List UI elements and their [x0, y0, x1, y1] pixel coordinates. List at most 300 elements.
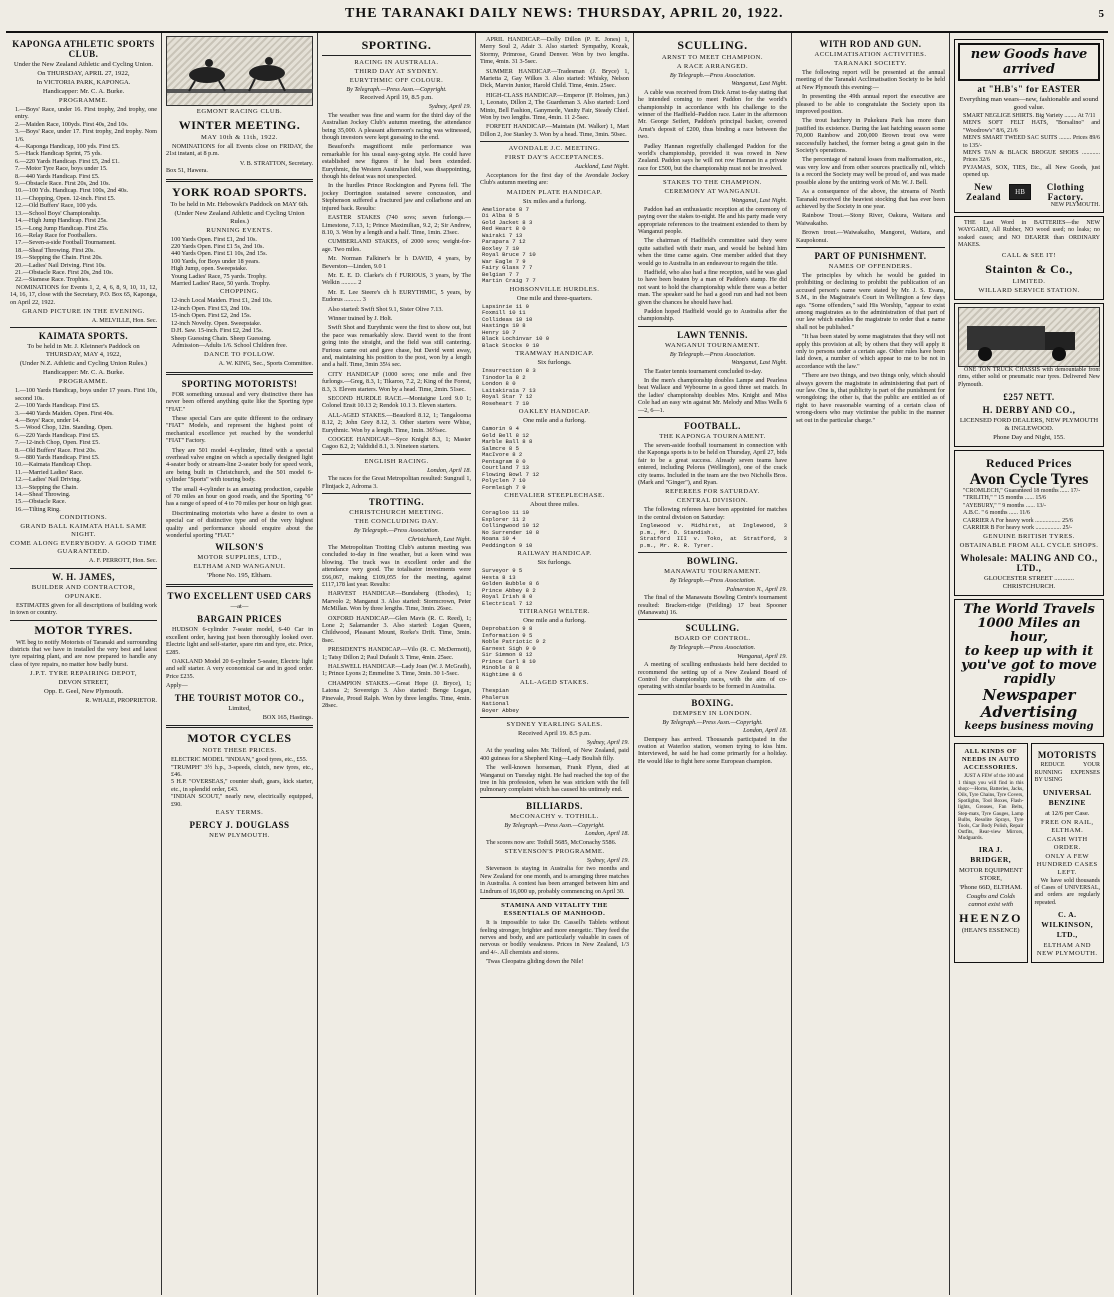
programme-event: 7.—12-inch Chop, Open. First £5.: [15, 439, 100, 447]
kaponga-affil: Under the New Zealand Athletic and Cycling Union.: [13, 61, 154, 68]
usedcars-box: BOX 165, Hastings.: [262, 713, 313, 721]
divider: [638, 175, 787, 176]
programme-event: 22.—Siamese Race. Trophies.: [15, 276, 90, 284]
york-affil: (Under New Zealand Athletic and Cycling Union Rules.): [174, 209, 305, 225]
divider: [480, 797, 629, 798]
motorists-title: SPORTING MOTORISTS!: [181, 378, 298, 389]
billiards-sub: McCONACHY v. TOTHILL.: [510, 812, 599, 820]
referees-heading: REFEREES FOR SATURDAY.: [665, 488, 760, 496]
oakley-acceptances: Camorin 9 4 Gold Bell 8 12 Marble Ball 8 8 Salmcre 8 5 MacIvore 8 2 Pentagram 8 0 Courtland 7 13 Flowing Bowl 7 12 Polyclen 7 10 Formleigh 7 9: [482, 425, 540, 491]
kaponga-programme-label: PROGRAMME.: [58, 97, 109, 104]
cycles-title: MOTOR CYCLES: [187, 731, 292, 746]
hbs-right: Clothing Factory.: [1046, 181, 1085, 202]
programme-event: 12.—Ladies' Nail Driving.: [15, 476, 82, 484]
avon-street: GLOUCESTER STREET ............ CHRISTCHURCH.: [984, 575, 1074, 591]
kaponga-date: On THURSDAY, APRIL 27, 1922,: [37, 70, 130, 77]
hurdles-heading: HOBSONVILLE HURDLES.: [509, 285, 600, 293]
article-paragraph: In presenting the 49th annual report the executive are pleased to be able to congratulate the Society upon its improved position.: [796, 93, 945, 116]
article-paragraph: HARVEST HANDICAP.—Bundaberg (Ehodes), 1; Marvolo 2; Manganui 3. Also started: Stormcrown, Peter McMillan. Won by three lengths. Time, 3min. 26sec.: [322, 590, 471, 613]
running-event: 100 Yards, for Boys under 18 years.: [171, 257, 260, 265]
article-paragraph: Mr. E. Lee Steere's ch h EURYTHMIC, 5 years, by Eudorus ........... 3: [322, 288, 471, 304]
kaimata-come-along: COME ALONG EVERYBODY. A GOOD TIME GUARANTEED.: [10, 540, 157, 556]
usedcars-limited: Limited,: [228, 704, 251, 712]
masthead: [6, 4, 1108, 33]
article-paragraph: Brown trout.—Waiwakaiho, Mangorei, Waitara, and Kaupokonui.: [796, 229, 945, 244]
article-paragraph: FORFEIT HANDICAP.—Maintain (M. Walker) 1, Mart Dillon 2, Joe Stanley 3. Won by a head. Time, 3min. 50sec.: [480, 123, 629, 138]
credit-line: By Telegraph.—Press Association.: [669, 72, 756, 79]
tyres-title: MOTOR TYRES.: [34, 622, 133, 637]
world-line2: 1000 Miles an hour,: [977, 616, 1081, 646]
stainton-ad: [954, 216, 1104, 300]
usedcars-company: THE TOURIST MOTOR CO.,: [174, 692, 305, 703]
maiden-heading: MAIDEN PLATE HANDICAP.: [506, 188, 603, 196]
programme-event: 3.—Boys' Race, under 17. First trophy, 2nd trophy. Nom 1/6.: [15, 128, 157, 143]
programme-event: 2.—100 Yards Handicap. First £5.: [15, 402, 100, 410]
tramway-acceptances: Insurrection 8 3 Tinodorla 8 2 London 8 0 Laitakiraia 7 13 Royal Star 7 12 Roseheart 7 10: [482, 367, 536, 407]
running-event: Married Ladies' Race, 50 yards. Trophy.: [171, 280, 271, 288]
divider: [10, 327, 157, 328]
avon-reduced: Reduced Prices: [986, 455, 1072, 470]
divider: [322, 493, 471, 494]
article-paragraph: It is impossible to take Dr. Cassell's Tablets without feeling stronger, brighter and more energetic. They feed the nerves and body, and are particularly valuable in cases of nervous or bodily weakness. Prices in New Zealand, 1/3 and 4/-. All chemists and stores.: [480, 919, 629, 956]
article-paragraph: The well-known horseman, Frank Flynn, died at Wanganui on Tuesday night. He had reached the top of the tree in his profession, when he was stricken with the fell pulmonary complaint which has caused his untimely end.: [480, 764, 629, 794]
sporting-heading: SPORTING.: [361, 38, 432, 52]
james-place: OPUNAKE.: [64, 592, 103, 600]
bowling-sub: MANAWATU TOURNAMENT.: [664, 568, 761, 576]
hbs-ad: [954, 39, 1104, 213]
divider: [166, 725, 313, 728]
stevenson-heading: STEVENSON'S PROGRAMME.: [504, 848, 605, 856]
york-title: YORK ROAD SPORTS.: [171, 184, 308, 199]
trotting-heading: TROTTING.: [368, 497, 425, 508]
programme-event: 8.—440 Yards Handicap. First £5.: [15, 172, 100, 180]
maiden-acceptances: Ameliorate 8 7 Di Alba 8 5 Gold Jacket 8 3 Red Heart 8 0 Wairaki 7 13 Parapara 7 12 Boxley 7 10 Royal Bruce 7 10 War Eagle 7 9 Fairy Glass 7 7 Belgian 7 7 Martin Craig 7 7: [482, 205, 536, 284]
bridger-title: ALL KINDS OF NEEDS IN AUTO ACCESSORIES.: [961, 748, 1020, 772]
cycles-note: NOTE THESE PRICES.: [202, 747, 277, 755]
programme-event: 18.—Sheaf Throwing. First 20s.: [15, 246, 95, 254]
boxing-heading: BOXING.: [691, 697, 734, 708]
programme-event: 16.—Relay Race for Footballers.: [15, 231, 97, 239]
programme-event: 8.—Old Buffers' Race. First 20s.: [15, 446, 97, 454]
avon-price-row: "CROMLECH," Guaranteed 18 months ...... 17/-: [963, 487, 1081, 494]
egmont-dates: MAY 10th & 11th, 1922.: [201, 134, 278, 141]
column-5: [634, 33, 792, 1295]
kaimata-programme-label: PROGRAMME.: [58, 378, 109, 386]
york-dance: DANCE TO FOLLOW.: [203, 351, 276, 359]
kaimata-handicapper: Handicapper: Mr. C. A. Burke.: [42, 369, 125, 377]
avon-price-row: "AYEBURY," " 9 months ...... 13/-: [963, 502, 1047, 509]
accl-heading: ACCLIMATISATION ACTIVITIES.: [814, 51, 927, 58]
bridger-sub: MOTOR EQUIPMENT STORE,: [959, 866, 1023, 882]
avon-ad: [954, 450, 1104, 596]
divider: [480, 141, 629, 142]
dateline: London, April 18.: [585, 830, 629, 838]
egmont-club: EGMONT RACING CLUB.: [196, 108, 283, 115]
programme-event: 5.—Wood Chop, 12in. Standing. Open.: [15, 424, 113, 432]
tyres-street: DEVON STREET,: [58, 679, 109, 687]
programme-event: 4.—Kaponga Handicap, 100 yds. First £5.: [15, 143, 120, 151]
programme-event: 20.—Ladies' Nail Driving. First 10s.: [15, 261, 106, 269]
wilkinson-product: UNIVERSAL BENZINE: [1042, 787, 1092, 807]
article-paragraph: Swift Shot and Eurythmic were the first to show out, but the pace was remarkably slow. David went to the front going into the straight, and the field was still cantering. Furious came out and gave chase, but David went away, and, maintaining his position to the post, won by a length and a half. Time, 3min 35¼ sec.: [322, 324, 471, 369]
article-paragraph: PRESIDENT'S HANDICAP.—Vilo (R. C. McDermott), 1; Tatsy Dillon 2; Paul Dufault 3. Time, 4min. 25sec.: [322, 646, 471, 661]
kaponga-event-list: [10, 106, 157, 284]
article-paragraph: At the yearling sales Mr. Telford, of New Zealand, paid 400 guineas for a Shepherd King—Lady Boulish filly.: [480, 747, 629, 762]
referees-list: Inglewood v. Midhirst, at Inglewood, 3 p.m., Mr. D. Standish. Stratford III v. Toko, at Stratford, 3 p.m., Mr. R. R. Tyrer.: [640, 522, 787, 549]
hbs-item: MEN'S SMART TWEED SAC SUITS ........ Prices 89/6 to 135/-: [963, 135, 1100, 149]
derby-name: H. DERBY AND CO.,: [982, 404, 1076, 415]
steeple-heading: CHEVALIER STEEPLECHASE.: [504, 492, 605, 499]
heenzo-name: HEENZO: [959, 910, 1023, 925]
motorists-p3: They are 501 model 4-cylinder, fitted with a special overhead valve engine on which a specially designed light 4-seater body or stream-line 2-seater body for speed work, are being built in Christchurch, and the 501 model 6-cylinder "Sports" with touring body.: [166, 446, 313, 484]
truck-illustration: [958, 307, 1100, 367]
credit-line: By Telegraph.—Press Assn.—Copyright.: [346, 86, 447, 93]
divider: [322, 55, 471, 56]
programme-event: 6.—220 Yards Handicap. First £5.: [15, 431, 100, 439]
divider: [638, 417, 787, 418]
divider: [322, 454, 471, 455]
running-event: Young Ladies' Race, 75 yards. Trophy.: [171, 272, 267, 280]
tyres-depot: J.P.T. TYRE REPAIRING DEPOT,: [30, 670, 137, 678]
stamina-heading: STAMINA AND VITALITY THE ESSENTIALS OF MANHOOD.: [501, 902, 608, 918]
article-paragraph: In the hurdles Prince Rockington and Pyrens fell. The jockey Dorrington sustained severe concussion, and Stephenson suffered a fractured jaw and collarbone and an injured back. Results:: [322, 182, 471, 212]
wilkinson-only: ONLY A FEW HUNDRED CASES LEFT.: [1036, 852, 1098, 876]
egmont-signed: V. B. STRATTON, Secretary.: [239, 159, 313, 167]
hbs-headline: new Goods have arrived: [958, 43, 1100, 81]
james-body: ESTIMATES given for all descriptions of building work in town or country.: [10, 601, 157, 617]
chopping-event: 12-inch Open. First £3, 2nd 10s.: [171, 304, 252, 312]
article-paragraph: CUMBERLAND STAKES, of 2000 sovs; weight-for-age. Two miles.: [322, 238, 471, 253]
york-intro: To be held in Mr. Hebowski's Paddock on MAY 6th.: [170, 200, 309, 208]
dateline: Wanganui, Last Night.: [731, 80, 787, 88]
programme-event: 2.—Maiden Race, 100yds. First 40s, 2nd 10s.: [15, 120, 129, 128]
stakes-heading: STAKES TO THE CHAMPION.: [663, 179, 762, 187]
running-event: 220 Yards Open. First £1 5s, 2nd 10s.: [171, 243, 264, 251]
motorists-p2: These special Cars are quite different to the ordinary "FIAT" Models, and represent the highest point of mechanical excellence yet reached by the wonderful "FIAT" Factory.: [166, 414, 313, 445]
running-event: 100 Yards Open. First £1, 2nd 10s.: [171, 235, 257, 243]
dateline: Palmerston N., April 19.: [726, 585, 787, 593]
programme-event: 4.—Boys' Race, under 14.: [15, 417, 81, 424]
welter-sub: One mile and a furlong.: [523, 617, 586, 624]
rodgun-heading: WITH ROD AND GUN.: [819, 39, 922, 49]
divider: [638, 326, 787, 327]
world-travels-ad: [954, 599, 1104, 737]
dateline: London, April 18.: [743, 727, 787, 735]
hbs-logo-icon: HB: [1009, 184, 1031, 200]
credit-line: By Telegraph.—Press Association.: [669, 644, 756, 652]
credit-line: By Telegraph.—Press Assn.—Copyright.: [504, 821, 605, 829]
hbs-sub: Everything man wears—new, fashionable and sound good value.: [959, 96, 1099, 111]
divider: [10, 568, 157, 569]
kaimata-grand-ball: GRAND BALL KAIMATA HALL SAME NIGHT.: [20, 523, 147, 539]
divider: [166, 372, 313, 375]
hurdles-sub: One mile and three-quarters.: [516, 294, 593, 302]
hbs-item: MEN'S TAN & BLACK BROGUE SHOES ............ Prices 32/6: [963, 150, 1100, 164]
programme-event: 14.—Sheaf Throwing.: [15, 491, 71, 499]
article-paragraph: The races for the Great Metropolitan resulted: Sungrail 1, Flintjack 2, Adroma 3.: [322, 475, 471, 490]
james-trade: BUILDER AND CONTRACTOR,: [31, 583, 136, 591]
hbs-at: at "H.B's" for EASTER: [977, 84, 1081, 94]
avon-title: Avon Cycle Tyres: [969, 470, 1089, 488]
james-name: W. H. JAMES,: [52, 571, 115, 582]
article-paragraph: CITY HANDICAP (1000 sovs; one mile and five furlongs.—Greg, 8.3, 1; Tikaroo, 7.2, 2; King of the Forest, 8.3, 3. Eleven starters. Won by a head. Time, 2min. 51sec.: [322, 370, 471, 393]
credit-line: By Telegraph.—Press Assn.—Copyright.: [662, 718, 763, 726]
divider: [10, 620, 157, 621]
article-paragraph: In the men's championship doubles Lampe and Pearless beat Wallace and Wybourne in a good three set match. In the ladies' championship doubles Mrs. Knight and Miss Cole had an easy win against Mr. Melody and Miss Wells 6—2, 6—1.: [638, 377, 787, 414]
article-paragraph: HALSWELL HANDICAP.—Lady Joan (W. J. McGrath), 1; Prince Lyons 2; Emmeline 3. Time, 3min. 30 1-5sec.: [322, 663, 471, 678]
wilkinson-name: C. A. WILKINSON, LTD.,: [1041, 910, 1094, 940]
kaponga-venue: In VICTORIA PARK, KAPONGA.: [36, 79, 131, 86]
boxing-sub: DEMPSEY IN LONDON.: [672, 709, 753, 717]
dateline: Wanganui, Last Night.: [731, 197, 787, 205]
welter-acceptances: Deprobation 9 8 Information 9 5 Noble Patriotic 9 2 Earnest Sigh 9 0 Sir Simmon 8 12 Prince Carl 8 10 Minoble 8 8 Nightime 8 6: [482, 625, 546, 678]
column-6: [792, 33, 950, 1295]
running-event: 440 Yards Open. First £1 10s, 2nd 15s.: [171, 250, 268, 258]
cycles-terms: EASY TERMS.: [215, 808, 264, 816]
wilsons-phone: 'Phone No. 195, Eltham.: [207, 572, 272, 580]
kaponga-signed: A. MELVILLE, Hon. Sec.: [91, 316, 157, 324]
article-paragraph: The scores now are: Tothill 5685, McConachy 5586.: [486, 838, 617, 846]
programme-event: 14.—High Jump Handicap. First 25s.: [15, 217, 108, 225]
avon-obtain: OBTAINABLE FROM ALL CYCLE SHOPS.: [959, 542, 1099, 550]
column-1: [6, 33, 162, 1295]
article-paragraph: CHAMPION STAKES.—Great Hope (J. Bryce), 1; Latona 2; Sovereign 3. Also started: Benge Logan, Pinevale, Proud Ralph. Won by three lengths. Time, 4min. 28sec.: [322, 679, 471, 710]
article-paragraph: The final of the Manawatu Bowling Centre's tournament resulted: Bracken-ridge (Feilding) 17 beat Spooner (Manawatu) 16.: [638, 594, 787, 616]
christchurch-heading: CHRISTCHURCH MEETING.: [349, 509, 444, 517]
avon-genuine: GENUINE BRITISH TYRES.: [983, 533, 1075, 541]
cycle-item: 5 H.P. "OVERSEAS," counter shaft, gears, kick starter, etc., in splendid order, £43.: [171, 778, 313, 793]
world-line5: rapidly: [1003, 672, 1055, 688]
divider: [480, 898, 629, 899]
hbs-item: SMART NEGLIGE SHIRTS. Big Variety ........ At 7/11: [963, 113, 1096, 119]
usedcars-apply: Apply—: [166, 682, 188, 690]
article-paragraph: The seven-aside football tournament in connection with the Kaponga sports is to be held on Thursday, April 27, bids fair to be a great success. Already seven teams have entered, including Pelorus (Wellington), one of the crack city teams. Included in the team are the two Nicholls Bros. (Mark and "Ginger"), and Ryan.: [638, 442, 787, 487]
article-paragraph: EASTER STAKES (740 sovs; seven furlongs.—Limestone, 7.13, 1; Prince Maximilian, 9.2, 2; Sir Andrew, 8.10, 3. Won by a length and a half. Time, 1min. 23sec.: [322, 214, 471, 236]
programme-event: 10.—Kaimata Handicap Chop.: [15, 461, 92, 469]
steeple-acceptances: Coragloo 11 10 Explorer 11 2 Collingwood 10 12 No Surrender 10 8 Noana 10 4 Peddington 9 10: [482, 509, 540, 549]
tyres-sign: R. WHALE, PROPRIETOR.: [85, 697, 157, 705]
derby-sub: LICENSED FORD DEALERS, NEW PLYMOUTH & INGLEWOOD.: [959, 416, 1099, 432]
wilkinson-free: FREE ON RAIL, ELTHAM.: [1041, 818, 1094, 834]
society-heading: TARANAKI SOCIETY.: [834, 60, 907, 67]
derby-price: £257 NETT.: [1003, 391, 1055, 402]
article-paragraph: A cable was received from Dick Arnst to-day stating that he intended coming to meet Paddon for the world's championship in accordance with his challenge to the winner of the Hadfield–Paddon race. Later in the afternoon Mr. George Seifert, Paddon's principal backer, covered Arnst's deposit of £200, thus binding a race between the two.: [638, 88, 787, 141]
divider: [638, 619, 787, 620]
sculling-heading: SCULLING.: [677, 38, 748, 52]
arnst-heading: ARNST TO MEET CHAMPION.: [661, 54, 764, 61]
article-paragraph: As a consequence of the above, the streams of North Taranaki received the heaviest stocking that has ever been achieved by the Society in one year.: [796, 188, 945, 210]
tennis-heading: LAWN TENNIS.: [677, 329, 748, 340]
programme-event: 11.—Married Ladies' Race.: [15, 468, 84, 476]
motorists-p1: FOR something unusual and very distinctive there has never been offered anything quite like the Sporting type "FIAT.": [166, 390, 313, 413]
tennis-sub: WANGANUI TOURNAMENT.: [665, 341, 760, 349]
page-number: 5: [1098, 8, 1104, 20]
stainton-place: WILLARD SERVICE STATION.: [978, 286, 1080, 294]
dateline: Sydney, April 19.: [428, 103, 471, 111]
tramway-sub: Six furlongs.: [537, 359, 572, 366]
egmont-body: NOMINATIONS for all Events close on FRIDAY, the 21st instant, at 8 p.m.: [166, 143, 313, 158]
kaponga-handicapper: Handicapper: Mr. C. A. Burke.: [42, 88, 125, 95]
programme-event: 13.—School Boys' Championship.: [15, 209, 101, 217]
programme-event: 17.—Seven-a-side Football Tournament.: [15, 239, 116, 247]
chopping-event: 15-inch Open. First £2, 2nd 15s.: [171, 312, 252, 320]
article-paragraph: "There are two things, and two things only, which should always govern the magistrate in administering that part of our law. One is, that publicity is part of the punishment for wrongdoing; the other is, that the public are entitled as of right to have reasonable warning of a certain class of wrong-doers who may victimise the public in the manner set out in the particular charge.": [796, 372, 945, 424]
egmont-meeting: WINTER MEETING.: [178, 118, 301, 132]
kaimata-event-list: [10, 387, 157, 513]
article-paragraph: 'Twas Cleopatra gliding down the Nile!: [486, 958, 584, 966]
article-paragraph: The following report will be presented at the annual meeting of the Taranaki Acclimatisation Society to be held at New Plymouth this evening:—: [796, 69, 945, 91]
york-chopping-list: [166, 297, 313, 341]
steeple-sub: About three miles.: [530, 501, 579, 508]
referees-sub: CENTRAL DIVISION.: [676, 497, 749, 505]
dateline: London, April 18.: [427, 466, 471, 474]
article-paragraph: A meeting of sculling enthusiasts held here decided to recommend the setting up of a New Zealand Board of Control for championship races, with the aim of co-operating with similar boards to be formed in Australia.: [638, 661, 787, 691]
article-paragraph: Hadfield, who also had a fine reception, said he was glad to have been beaten by a man of Paddon's stamp. He did not want to hold the championship while there was a better man. The speaker said he had a good run and had not been given the chances he should have had.: [638, 268, 787, 306]
hbs-left: New Zealand: [966, 181, 1002, 202]
board-heading: BOARD OF CONTROL.: [674, 635, 751, 643]
cycle-item: "INDIAN SCOUT," nearly new, electrically equipped, £90.: [171, 793, 313, 808]
article-paragraph: HIGH-CLASS HANDICAP.—Emperor (F. Holmes, jun.) 1, Leonato, Dillon 2, The Guardsman 3. Also started: Lord Minto, Bell Fashion, Ganymede, Vanity Fair, Steady Chief. Won by two lengths. Time, 4min. 11 2-5sec.: [480, 91, 629, 122]
article-paragraph: The Easter tennis tournament concluded to-day.: [644, 367, 763, 375]
article-paragraph: Rainbow Trout.—Stony River, Oakura, Waitara and Waiwakaiho.: [796, 212, 945, 227]
divider: [166, 179, 313, 182]
wilkinson-sold: We have sold thousands of Cases of UNIVERSAL, and orders are regularly repeated.: [1034, 877, 1100, 906]
cycle-item: ELECTRIC MODEL "INDIAN," good tyres, etc., £55.: [171, 756, 308, 764]
kaimata-conditions-label: CONDITIONS.: [59, 514, 108, 522]
usedcars-title: TWO EXCELLENT USED CARS: [167, 591, 312, 602]
heenzo-sub: (HEAN'S ESSENCE): [961, 926, 1020, 934]
oakley-sub: One mile and a furlong.: [523, 417, 586, 424]
article-paragraph: Mr. E. E. D. Clarke's ch f FURIOUS, 3 years, by The Welkin .......... 2: [322, 271, 471, 287]
horse-race-icon: [167, 37, 313, 105]
hurdles-acceptances: Lapsinrie 11 0 Foxmill 10 11 Collideas 10 10 Hastings 10 8 Henry 10 7 Black Lochinvar 10 0 Black Stocks 9 10: [482, 302, 550, 349]
column-3: [318, 33, 476, 1295]
kaimata-title: KAIMATA SPORTS.: [38, 331, 129, 342]
bowling-heading: BOWLING.: [686, 556, 739, 567]
railway-heading: RAILWAY HANDICAP.: [517, 550, 592, 557]
cycles-dealer: PERCY J. DOUGLASS: [189, 819, 290, 830]
article-paragraph: Acceptances for the first day of the Avondale Jockey Club's autumn meeting are:: [480, 171, 629, 187]
english-racing-heading: ENGLISH RACING.: [364, 457, 429, 465]
programme-event: 15.—Long Jump Handicap. First 25s.: [15, 224, 109, 232]
columns: [6, 33, 1108, 1295]
article-paragraph: The trout hatchery in Pukekura Park has more than justified its existence. During the last hatching season some 70,000 Rainbow and 200,000 Brown trout ova were successfully hatched, the former being a great gain in the Society's operations.: [796, 117, 945, 155]
wilkinson-cash: CASH WITH ORDER.: [1046, 835, 1088, 851]
article-paragraph: The Metropolitan Trotting Club's autumn meeting was concluded to-day in fine weather, but a keen wind was blowing. The track was in excellent order and the attendance very good. The totalisator investments were £66,067, making £109,055 for the meeting, against £117,178 last year. Results:: [322, 543, 471, 588]
wilkinson-title: MOTORISTS: [1037, 750, 1097, 761]
cycles-place: NEW PLYMOUTH.: [209, 831, 270, 839]
avondale-heading: AVONDALE J.C. MEETING.: [508, 145, 601, 153]
dateline: Wanganui, April 19.: [737, 652, 787, 660]
article-paragraph: Winner trained by J. Holt.: [328, 314, 393, 322]
allaged-acceptances: Thespian Phalerus National Boyer Abbey: [482, 687, 519, 714]
wilkinson-price: at 12/6 per Case.: [1045, 809, 1090, 817]
article-paragraph: OXFORD HANDICAP.—Glen Mavis (R. C. Reed), 1; Lone 2; Salamander 3. Also started: Logan Queen, Childwood, Pleasant Mount, Rorke's Drift. Time, 3min. 8sec.: [322, 614, 471, 644]
credit-line: By Telegraph.—Press Association.: [669, 350, 756, 358]
divider: [166, 584, 313, 587]
allaged-heading: ALL-AGED STAKES.: [519, 679, 589, 686]
wilsons-sub: MOTOR SUPPLIES, LTD.,: [197, 554, 282, 562]
hbs-item: MEN'S SOFT FELT HATS, "Borsalino" and "Woodrow's" 8/6, 21/6: [963, 120, 1100, 134]
football-sub: THE KAPONGA TOURNAMENT.: [659, 433, 766, 441]
usedcars-bargain: BARGAIN PRICES: [197, 614, 282, 625]
avon-price-row: A.B.C. " 6 months ...... 11/6: [963, 510, 1030, 517]
article-paragraph: The principles by which he would be guided in prohibiting or declining to prohibit the publication of an accused person's name were stated by Mr. J. S. Evans, S.M., in the Magistrate's Court in Wellington a few days ago. "Some offenders," said His Worship, "appear to exist among magistrates as to the administration of that part of our law which enables the magistrate to order that a name shall not be published.": [796, 271, 945, 331]
kaponga-nominations: NOMINATIONS for Events 1, 2, 4, 6, 8, 9, 10, 11, 12, 14, 16, 17, close with the Secretary, P.O. Box 65, Kaponga, on April 22, 1922.: [10, 283, 157, 306]
world-line4: you've got to move: [961, 658, 1097, 674]
world-line6: Newspaper: [982, 686, 1076, 705]
received-line: Received April 19. 8.5 p.m.: [518, 730, 591, 737]
avon-price-row: "TRILITH," " 15 months ...... 15/6: [963, 495, 1047, 502]
programme-event: 1.—100 Yards Handicap, boys under 17 years. First 10s, second 10s.: [15, 387, 157, 402]
programme-event: 15.—Obstacle Race.: [15, 498, 67, 506]
programme-event: 3.—440 Yards Maiden. Open. First 40s.: [15, 409, 114, 417]
tyres-opp: Opp. E. Geel, New Plymouth.: [43, 688, 124, 696]
maiden-sub: Six miles and a furlong.: [522, 197, 587, 205]
article-paragraph: Beauford's magnificent mile performance was remarkable for his usual easy-going style. He could have established new figures if he had been extended. Eurythmic, the Western Australian idol, was disappointing, though his defeat was not unexpected.: [322, 143, 471, 181]
welter-heading: TITIRANGI WELTER.: [518, 608, 591, 615]
oakley-heading: OAKLEY HANDICAP.: [518, 408, 591, 415]
received-line: Received April 19, 8.5 p.m.: [360, 94, 433, 102]
programme-event: 1.—Boys' Race, under 16. First trophy, 2nd trophy, one entry.: [15, 106, 157, 121]
cycle-item: "TRUMPH" 3½ h.p., 3-speeds, clutch, new tyres, etc., £46.: [171, 763, 313, 778]
divider: [480, 717, 629, 718]
article-paragraph: COOGEE HANDICAP.—Syce Knight 8.3, 1; Master Cagoo 8.2, 2; Valdidid 8.1, 3. Nineteen starters.: [322, 436, 471, 451]
bottom-ads: [954, 740, 1104, 966]
article-paragraph: The percentage of natural losses from malformation, etc., was very low and from other sources practically nil, which is a record the Society may well be proud of, and was made possible alone by the untiring work of Mr. W. J. Bell.: [796, 156, 945, 186]
railway-sub: Six furlongs.: [537, 559, 572, 566]
bridger-body: JUST A FEW of the 100 and 1 things you will find in this shop:—Horns, Batteries, Jacks, Oils, Tyre Chains, Tyre Covers, Spotlights, Tool Boxes, Flash-lights, Greases, Fan Belts, Step-mats, Tyre Gauges, Lamp Bulbs, Resolite Sprays, Tyre Tools, Car Body Polish, Repair Outfits, Rear-view Mirrors, Mudguards.: [958, 773, 1024, 842]
sydney-heading: THIRD DAY AT SYDNEY.: [354, 68, 439, 75]
usedcars-at: —at—: [230, 603, 249, 611]
article-paragraph: Paddon had an enthusiastic reception at the ceremony of paying over the stakes to-night. He and his party made very appropriate references to the treatment extended to them by Wanganui people.: [638, 205, 787, 235]
programme-event: 9.—880 Yards Handicap. First £5.: [15, 454, 100, 462]
heenzo-coughs: Coughs and Colds cannot exist with: [966, 892, 1016, 908]
hbs-place: NEW PLYMOUTH.: [1050, 201, 1100, 208]
hbs-footer: [958, 182, 1100, 202]
truck-icon: [959, 308, 1099, 366]
stainton-name: Stainton & Co.,: [985, 261, 1073, 276]
article-paragraph: Paddon hoped Hadfield would go to Australia after the championship.: [638, 307, 787, 323]
article-paragraph: Also started: Swift Shot 9.1, Sister Olive 7.13.: [328, 305, 443, 313]
railway-acceptances: Surveyor 9 5 Hesta 8 13 Golden Bubble 8 6 Prince Abbey 8 2 Royal Irish 8 0 Electrical 7 12: [482, 567, 540, 607]
world-line3: to keep up with it: [964, 644, 1094, 660]
eurythmic-heading: EURYTHMIC OFF COLOUR.: [349, 77, 444, 84]
usedcars-p2: OAKLAND Model 20 6-cylinder 5-seater, Electric light and self starter. A very economical car and in good order. Price £235.: [166, 658, 313, 680]
dateline: Sydney, April 19.: [586, 739, 629, 746]
article-paragraph: Mr. Norman Falkiner's br h DAVID, 4 years, by Beverston—Linden, 9.0 1: [322, 255, 471, 270]
programme-event: 10.—100 Yds. Handicap. First 100s, 2nd 40s.: [15, 187, 129, 195]
motorists-p5: Discriminating motorists who have a desire to own a special car of distinctive type and of the very highest quality and performance should enquire about the wonderful sporting "FIAT.": [166, 509, 313, 540]
column-7: [950, 33, 1108, 1295]
article-paragraph: APRIL HANDICAP.—Dolly Dillon (P. E. Jones) 1, Merry Soul 2, Adair 3. Also started: Sympathy, Kozak, Stormy, Primrose, Grand Denver. Won by two lengths. Time, 4min. 31 3-5sec.: [480, 36, 629, 66]
programme-event: 9.—Obstacle Race. First 20s, 2nd 10s.: [15, 180, 111, 188]
football-heading: FOOTBALL.: [684, 421, 741, 432]
programme-event: 13.—Stepping the Chain.: [15, 483, 78, 491]
tramway-heading: TRAMWAY HANDICAP.: [515, 350, 594, 357]
concluding-heading: THE CONCLUDING DAY.: [354, 518, 439, 526]
article-paragraph: The following referees have been appointed for matches in the central division on Saturday:: [638, 506, 787, 521]
programme-event: 16.—Tilting Ring.: [15, 505, 61, 513]
programme-event: 11.—Chopping, Open. 12-inch. First £5.: [15, 194, 116, 202]
racehorse-illustration: [166, 36, 313, 106]
billiards-heading: BILLIARDS.: [526, 800, 583, 811]
hbs-item-list: [958, 113, 1100, 180]
derby-phone: Phone Day and Night, 155.: [993, 433, 1065, 441]
chopping-event: Sheep Guessing Chain. Sheep Guessing.: [171, 334, 272, 342]
wilkinson-ad: [1031, 743, 1105, 963]
wilsons-name: WILSON'S: [215, 542, 264, 553]
